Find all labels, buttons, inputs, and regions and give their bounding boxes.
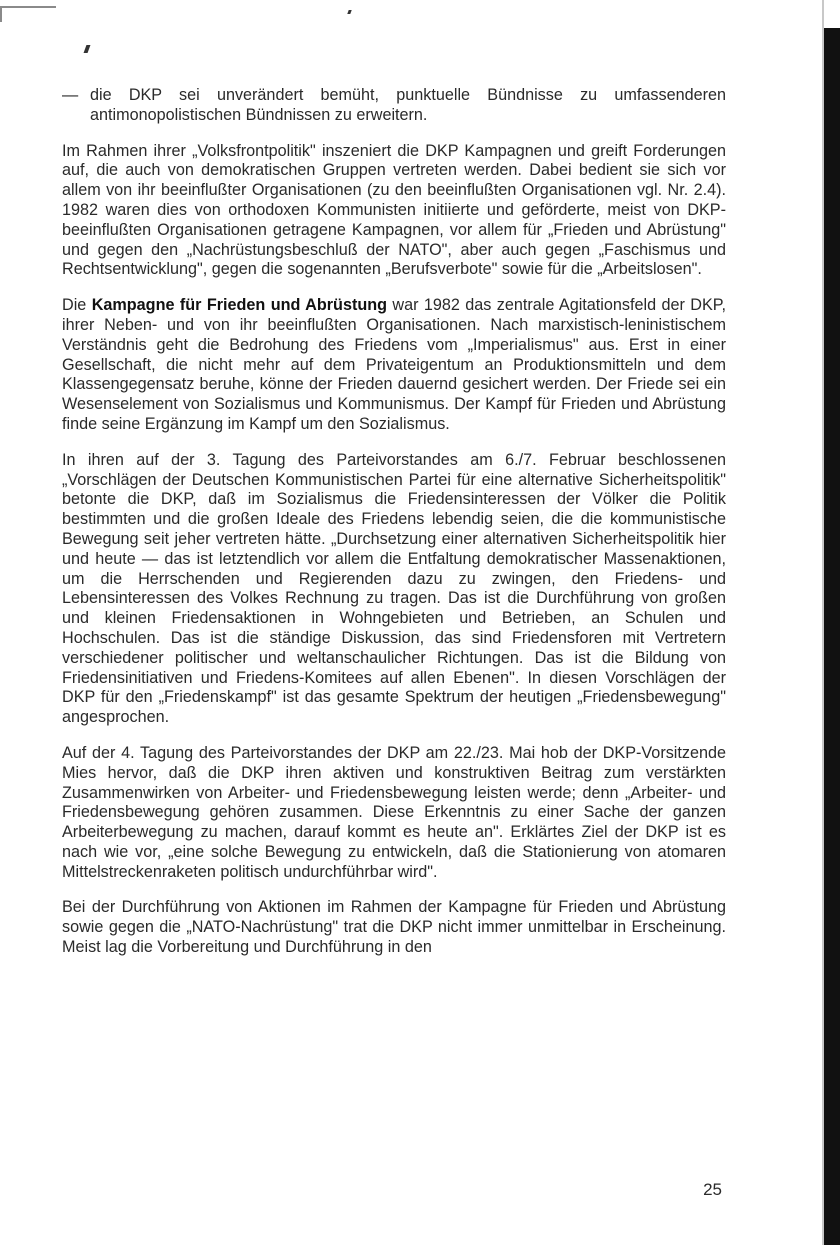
paragraph-aktionen: Bei der Durchführung von Aktionen im Rahmen der Kampagne für Frieden und Abrüstung sowie gegen die „NATO-Nachrüstung" trat die DKP nicht immer unmittelbar in Erscheinung. Meist lag die Vorbereitung und Durchführung in den xyxy=(62,898,726,957)
page-number: 25 xyxy=(703,1180,722,1199)
dash-item-text: die DKP sei unverändert bemüht, punktuelle Bündnisse zu umfassenderen antimonopolistischen Bündnissen zu erweitern. xyxy=(90,86,726,124)
paragraph-parteivorstand: Auf der 4. Tagung des Parteivorstandes der DKP am 22./23. Mai hob der DKP-Vorsitzende Mies hervor, daß die DKP ihren aktiven und konstruktiven Beitrag zum verstärkten Zusammenwirken von Arbeiter- und Friedensbewegung leisten werde; denn „Arbeiter- und Friedensbewegung gehören zusammen. Diese Erkenntnis zu einer Sache der ganzen Arbeiterbewegung zu machen, darauf kommt es heute an". Erklärtes Ziel der DKP ist es nach wie vor, „eine solche Bewegung zu entwickeln, daß die Stationierung von atomaren Mittelstreckenraketen politisch undurchführbar wird". xyxy=(62,743,726,881)
paragraph-volksfrontpolitik: Im Rahmen ihrer „Volksfrontpolitik" inszeniert die DKP Kampagnen und greift Forderungen auf, die auch von demokratischen Gruppen vertreten werden. Dabei bedient sie sich vor allem von ihr beeinflußter Organisationen (zu den beeinflußten Organisationen vgl. Nr. 2.4). 1982 waren dies von orthodoxen Kommunisten initiierte und geförderte, meist von DKP-beeinflußten Organisationen getragene Kampagnen, vor allem für „Frieden und Abrüstung" und gegen den „Nachrüstungsbeschluß der NATO", aber auch gegen „Faschismus und Rechtsentwicklung", gegen die sogenannten „Berufsverbote" sowie für die „Arbeitslosen". xyxy=(62,141,726,279)
scan-binding-edge xyxy=(824,28,840,1245)
paragraph-kampagne-frieden xyxy=(62,296,726,435)
dash-marker: — xyxy=(62,86,79,104)
scan-corner-mark-vertical xyxy=(0,6,2,22)
scan-corner-mark xyxy=(0,6,56,8)
paragraph-sicherheitspolitik: In ihren auf der 3. Tagung des Parteivorstandes am 6./7. Februar beschlossenen „Vorschlägen der Deutschen Kommunistischen Partei für eine alternative Sicherheitspolitik" betonte die DKP, daß im Sozialismus die Friedensinteressen der Völker die Politik bestimmten und die großen Ideale des Friedens lebendig seien, die die kommunistische Bewegung seit jeher vertreten hätte. „Durchsetzung einer alternativen Sicherheitspolitik hier und heute — das ist letztendlich vor allem die Entfaltung demokratischer Massenaktionen, um die Herrschenden und Regierenden dazu zu zwingen, den Friedens- und Lebensinteressen des Volkes Rechnung zu tragen. Das ist die Durchführung von großen und kleinen Friedensaktionen in Wohngebieten und Betrieben, an Schulen und Hochschulen. Das ist die ständige Diskussion, das sind Friedensforen mit Vertretern verschiedener politischer und weltanschaulicher Richtungen. Das ist die Bildung von Friedensinitiativen und Friedens-Komitees auf allen Ebenen". In diesen Vorschlägen der DKP für den „Friedenskampf" ist das gesamte Spektrum der heutigen „Friedensbewegung" angesprochen. xyxy=(62,450,726,727)
body-text xyxy=(62,86,726,974)
bold-heading-kampagne: Kampagne für Frieden und Abrüstung xyxy=(91,296,387,315)
paragraph-rest: war 1982 das zentrale Agitationsfeld der DKP, ihrer Neben- und von ihr beeinflußten Organisationen. Nach marxistisch-leninistischem Verständnis geht die Bedrohung des Friedens vom „Imperialismus" aus. Erst in einer Gesellschaft, die nicht mehr auf dem Privateigentum an Produktionsmitteln und dem Klassengegensatz beruhe, könne der Frieden dauernd gesichert werden. Der Friede sei ein Wesenselement von Sozialismus und Kommunismus. Der Kampf für Frieden und Abrüstung finde seine Ergänzung im Kampf um den Sozialismus. xyxy=(62,296,726,433)
paragraph-lead: Die xyxy=(62,296,87,315)
dash-list-item xyxy=(62,86,726,126)
scan-speck xyxy=(347,10,351,14)
scan-speck xyxy=(84,45,91,53)
